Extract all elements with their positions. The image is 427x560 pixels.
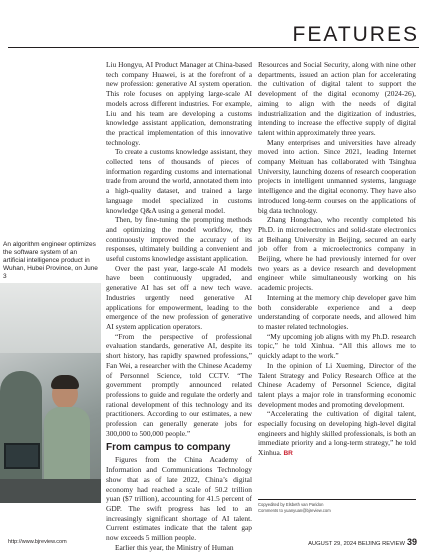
- subheading: From campus to company: [106, 442, 231, 454]
- article-column-right: [258, 60, 416, 459]
- photo-desk: [0, 479, 101, 503]
- footer-issue-text: AUGUST 29, 2024 BEIJING REVIEW: [308, 541, 405, 547]
- photo-monitor: [4, 443, 40, 469]
- paragraph: Many enterprises and universities have already moved into action. Since 2021, leading Internet company Meituan has collaborated with Tsinghua University, launching dozens of research cooperation projects in intelligent unmanned systems, language intelligence and the digital economy. They have also introduced long-term courses on the applications of big data technology.: [258, 137, 416, 215]
- paragraph: Interning at the memory chip developer gave him both considerable experience and a deep understanding of corporate needs, and allowed him to master related technologies.: [258, 292, 416, 331]
- paragraph: Liu Hongyu, AI Product Manager at China-based tech company Huawei, is at the forefront of a new profession: generative AI system operation. This role focuses on applying large-scale AI models across different industries. For example, Liu and his team are developing a customs knowledge assistant application, demonstrating the practical implementation of this innovative technology.: [106, 60, 252, 147]
- paragraph-final: [258, 409, 416, 459]
- photo-caption: An algorithm engineer optimizes the software system of an artificial intelligence product in Wuhan, Hubei Province, on June 3: [3, 241, 98, 280]
- footer-url[interactable]: http://www.bjreview.com: [8, 539, 67, 545]
- credits: [258, 499, 416, 514]
- paragraph: Resources and Social Security, along with nine other departments, issued an action plan for accelerating the cultivation of digital talent to support the development of the digital economy (2024-26), aiming to align with the needs of digital industrialization and the digitization of industries, intending to increase the effective supply of digital talent within approximately three years.: [258, 60, 416, 137]
- article-column-left: [106, 60, 252, 552]
- photo-person-hair: [51, 375, 79, 389]
- copyedit-credit: Copyedited by Elsbeth van Paridon: [258, 502, 324, 507]
- paragraph-text: “Accelerating the cultivation of digital talent, especially focusing on developing high-level digital engineers and highly skilled professionals, is both an immediate priority and a long-term strategy,” he told Xinhua.: [258, 409, 416, 458]
- paragraph: Earlier this year, the Ministry of Human: [115, 542, 234, 552]
- paragraph: In the opinion of Li Xueming, Director of the Talent Strategy and Policy Research Office at the Chinese Academy of Personnel Science, digital talent plays a major role in transforming economic development modes and promoting development.: [258, 360, 416, 409]
- section-title: FEATURES: [292, 23, 419, 46]
- paragraph: Figures from the China Academy of Information and Communications Technology show that as of late 2022, China’s digital economy had reached a scale of 50.2 trillion yuan ($7 trillion), accounting for 41.5 percent of GDP. The swift progress has led to an increasingly significant shortage of AI talent. Current estimates indicate that the talent gap now exceeds 5 million people.: [106, 455, 252, 543]
- paragraph: Then, by fine-tuning the prompting methods and optimizing the model workflow, they continuously improved the accuracy of its responses, ultimately building a convenient and useful customs knowledge assistant application.: [106, 215, 252, 264]
- paragraph: Zhang Hongchao, who recently completed his Ph.D. in microelectronics and solid-state electronics at Beihang University in Beijing, secured an early job offer from a microelectronics company in Beijing, where he had previously interned for over two years as a device research and development engineer while simultaneously working on his academic projects.: [258, 215, 416, 293]
- end-mark: BR: [283, 450, 293, 458]
- header-rule: [8, 47, 419, 48]
- paragraph: To create a customs knowledge assistant, they collected tens of thousands of pieces of information regarding customs and international trade from around the world, annotated them into a high-quality dataset, and trained a large language model specialized in customs knowledge Q&A using a general model.: [106, 147, 252, 215]
- footer-issue: [308, 537, 417, 547]
- paragraph: Over the past year, large-scale AI models have been continuously upgraded, and generative AI has set off a new tech wave. Industries urgently need generative AI applications for empowerment, leading to the emergence of the new profession of generative AI system application operators.: [106, 263, 252, 331]
- photo-background-window: [0, 283, 101, 353]
- page-number: 39: [406, 537, 417, 547]
- photo: [0, 283, 101, 503]
- comments-contact: Comments to yuanyuan@bjreview.com: [258, 508, 331, 513]
- paragraph: “From the perspective of professional evaluation standards, generative AI, despite its short history, has rapidly spawned professions,” Fan Wei, a researcher with the Chinese Academy of Personnel Science, told CCTV. “The government promptly announced related professions to guide and regulate the orderly and rational development of this technology and its practitioners. According to our estimates, a new profession can generally generate jobs for 300,000 to 500,000 people.”: [106, 331, 252, 438]
- paragraph: “My upcoming job aligns with my Ph.D. research topic,” he told Xinhua. “All this allows me to quickly adapt to the work.”: [258, 331, 416, 361]
